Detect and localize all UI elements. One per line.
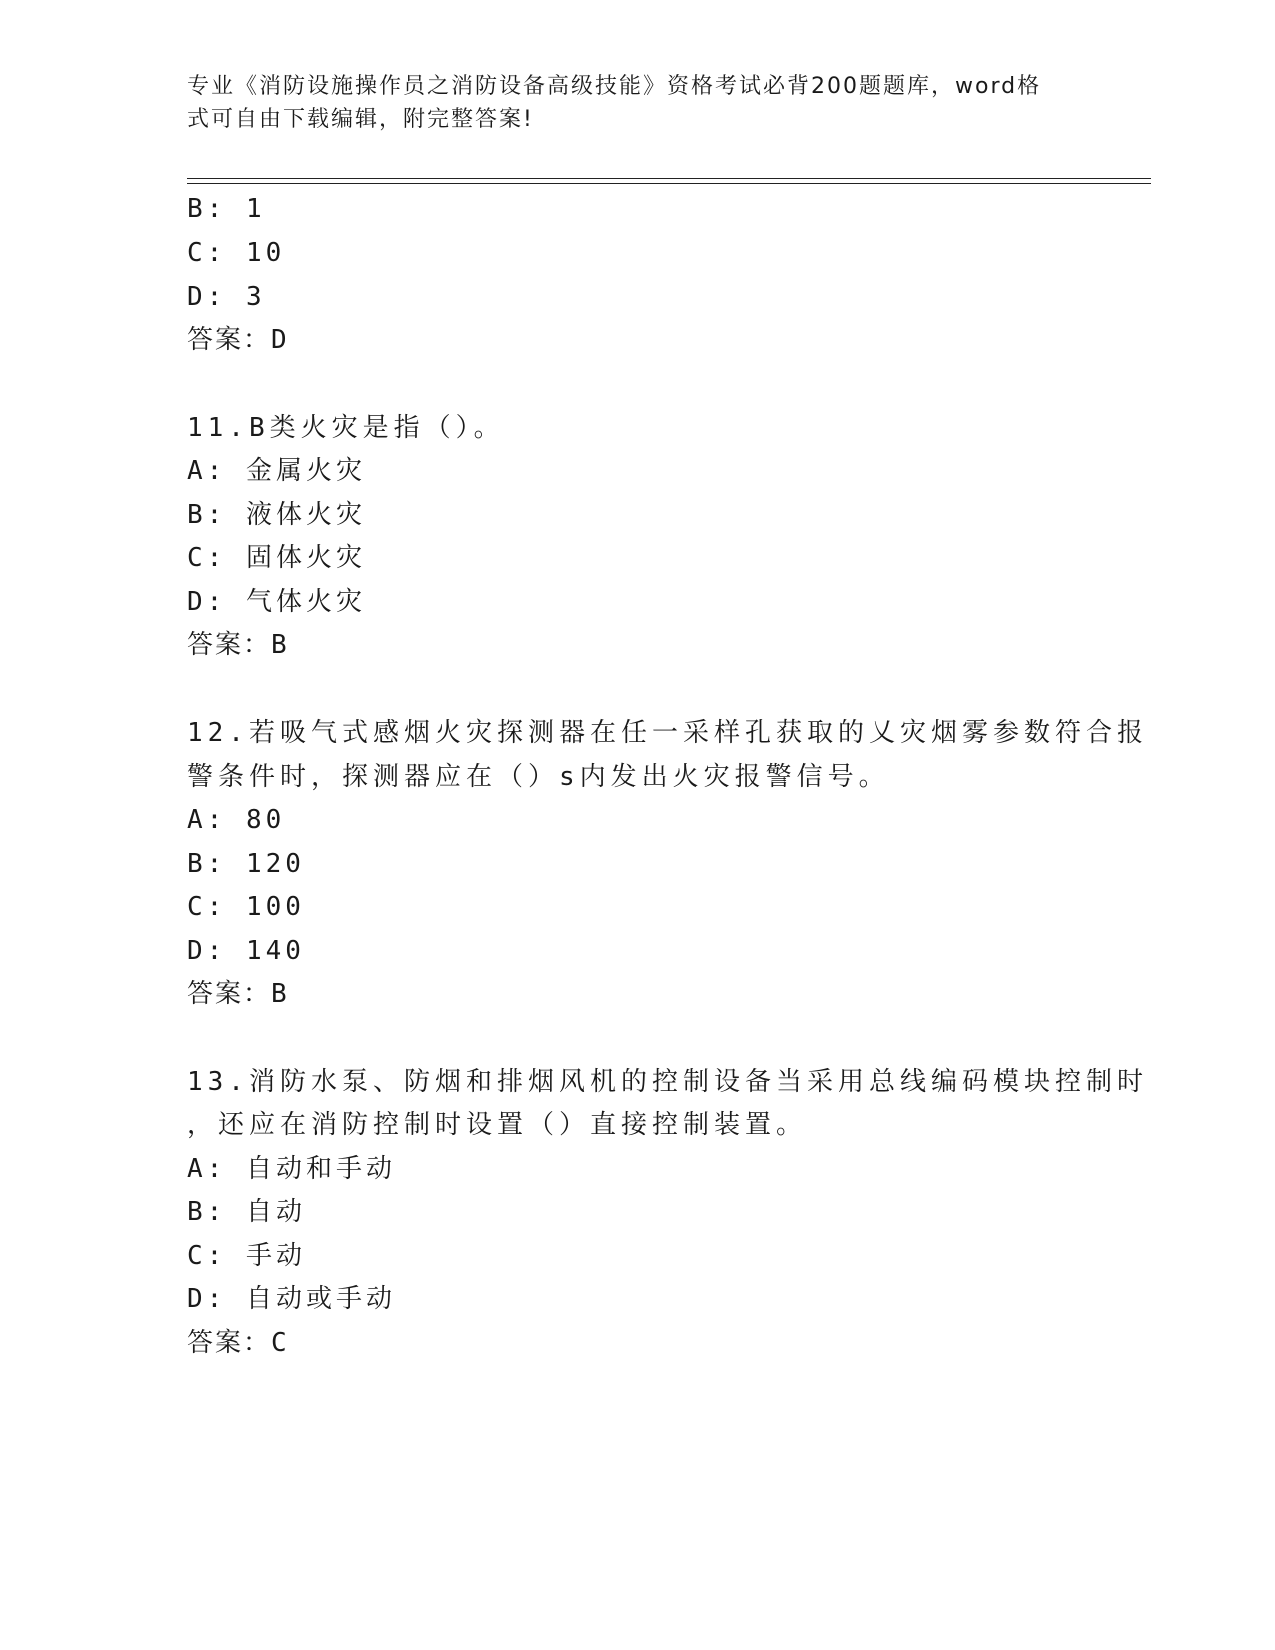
q10-option-d: D: 3 (187, 282, 266, 312)
q12-option-b: B: 120 (187, 849, 305, 879)
q12-option-d: D: 140 (187, 936, 305, 966)
answer-value: B (271, 630, 287, 660)
answer-label: 答案： (187, 1328, 272, 1358)
q12-answer (187, 978, 287, 1010)
q12-option-c: C: 100 (187, 892, 305, 922)
answer-label: 答案： (187, 630, 272, 660)
q11-option-b: B: 液体火灾 (187, 500, 366, 530)
q11-option-a: A: 金属火灾 (187, 456, 366, 486)
answer-value: D (271, 325, 287, 355)
q11-option-d: D: 气体火灾 (187, 587, 366, 617)
q13-option-a: A: 自动和手动 (187, 1154, 396, 1184)
q11-option-c: C: 固体火灾 (187, 543, 366, 573)
q10-option-c: C: 10 (187, 238, 286, 268)
q10-answer (187, 324, 287, 356)
q11-text: 11.B类火灾是指（）。 (187, 413, 505, 443)
q13-answer (187, 1327, 287, 1359)
answer-label: 答案： (187, 325, 272, 355)
q13-option-b: B: 自动 (187, 1197, 306, 1227)
q13-option-d: D: 自动或手动 (187, 1284, 396, 1314)
q13-option-c: C: 手动 (187, 1241, 306, 1271)
answer-value: C (271, 1328, 287, 1358)
document-header (187, 70, 1067, 136)
header-line-1: 专业《消防设施操作员之消防设备高级技能》资格考试必背200题题库，word格 (187, 74, 1042, 99)
q12-option-a: A: 80 (187, 805, 286, 835)
answer-value: B (271, 979, 287, 1009)
q13-text-line-1: 13.消防水泵、防烟和排烟风机的控制设备当采用总线编码模块控制时 (187, 1067, 1148, 1097)
header-line-2: 式可自由下载编辑，附完整答案! (187, 107, 534, 132)
q13-text-line-2: ，还应在消防控制时设置（）直接控制装置。 (187, 1110, 808, 1140)
header-divider-top (187, 178, 1151, 179)
header-divider-bottom (187, 183, 1151, 184)
q12-text-line-1: 12.若吸气式感烟火灾探测器在任一采样孔获取的乂灾烟雾参数符合报 (187, 718, 1148, 748)
q12-text-line-2: 警条件时，探测器应在（）s内发出火灾报警信号。 (187, 762, 890, 792)
q11-answer (187, 629, 287, 661)
answer-label: 答案： (187, 979, 272, 1009)
q10-option-b: B: 1 (187, 194, 266, 224)
